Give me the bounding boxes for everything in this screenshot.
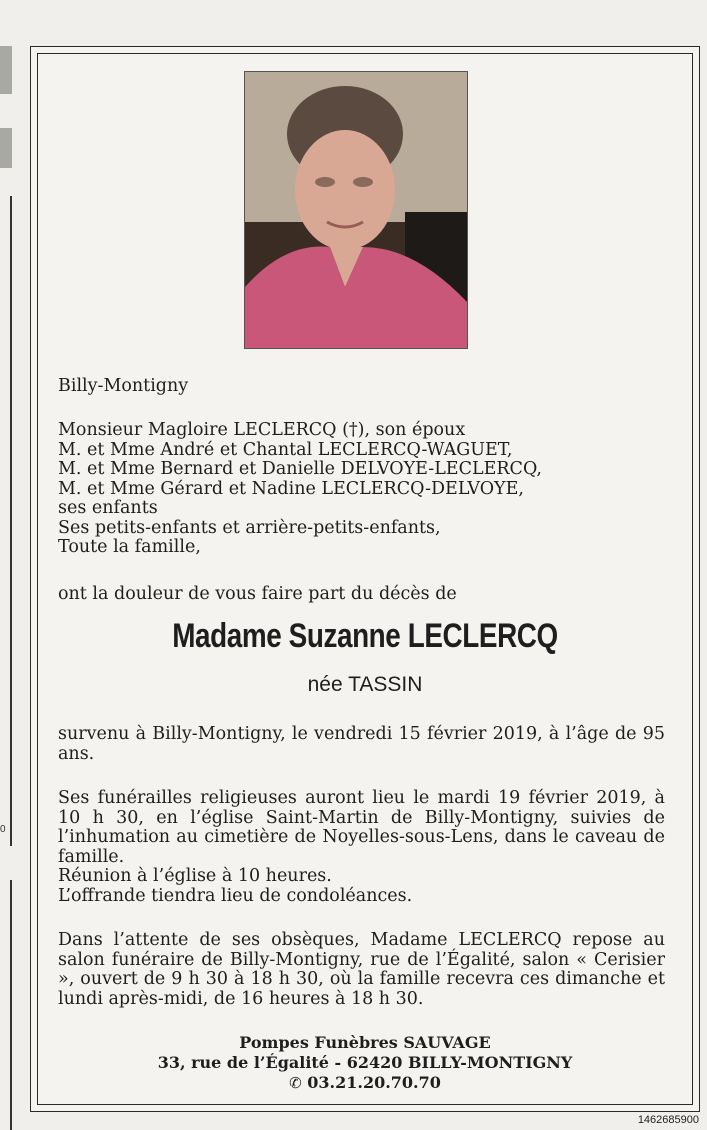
adjacent-column-number: 0 — [0, 824, 6, 835]
family-line: M. et Mme André et Chantal LECLERCQ-WAGUET, — [58, 439, 513, 460]
family-line: ses enfants — [58, 498, 158, 518]
family-line: Toute la famille, — [58, 537, 201, 557]
family-line: Monsieur Magloire LECLERCQ (†), son époux — [58, 420, 466, 440]
reference-number: 1462685900 — [637, 1114, 699, 1126]
adjacent-column-block — [0, 46, 12, 94]
family-line: M. et Mme Bernard et Danielle DELVOYE-LECLERCQ, — [58, 459, 542, 479]
adjacent-column-block — [0, 128, 12, 168]
adjacent-column-strip — [0, 0, 14, 1130]
adjacent-column-rule — [10, 196, 12, 846]
funeral-line: L’offrande tiendra lieu de condoléances. — [58, 885, 413, 906]
portrait-photo — [244, 71, 468, 349]
funeral-details — [58, 789, 665, 906]
adjacent-column-rule — [10, 880, 12, 1130]
family-list — [58, 421, 665, 558]
location-line: Billy-Montigny — [58, 376, 189, 396]
funeral-home-info — [31, 1033, 699, 1093]
funeral-paragraph: Ses funérailles religieuses auront lieu le mardi 19 février 2019, à 10 h 30, en l’église Saint-Martin de Billy-Montigny, suivies de l’inhumation au cimetière de Noyelles-sous-Lens, dans le caveau de famille. — [58, 788, 665, 867]
funeral-home-address: 33, rue de l’Égalité - 62420 BILLY-MONTIGNY — [157, 1053, 573, 1072]
visitation-paragraph: Dans l’attente de ses obsèques, Madame LECLERCQ repose au salon funéraire de Billy-Montigny, rue de l’Égalité, salon « Cerisier », ouvert de 9 h 30 à 18 h 30, où la famille recevra ces dimanche et lundi après-midi, de 16 heures à 18 h 30. — [58, 930, 665, 1009]
death-info-paragraph: survenu à Billy-Montigny, le vendredi 15 février 2019, à l’âge de 95 ans. — [58, 724, 665, 764]
phone-icon: ✆ — [289, 1074, 302, 1092]
phone-number: 03.21.20.70.70 — [307, 1073, 441, 1092]
maiden-name: née TASSIN — [307, 673, 423, 696]
obituary-notice — [30, 46, 700, 1112]
funeral-home-name: Pompes Funèbres SAUVAGE — [239, 1033, 491, 1052]
announcement-line: ont la douleur de vous faire part du décès de — [58, 584, 457, 604]
deceased-name: Madame Suzanne LECLERCQ — [172, 617, 558, 655]
family-line: Ses petits-enfants et arrière-petits-enfants, — [58, 517, 441, 538]
funeral-line: Réunion à l’église à 10 heures. — [58, 866, 332, 886]
family-line: M. et Mme Gérard et Nadine LECLERCQ-DELVOYE, — [58, 478, 524, 499]
funeral-home-phone — [31, 1073, 699, 1093]
